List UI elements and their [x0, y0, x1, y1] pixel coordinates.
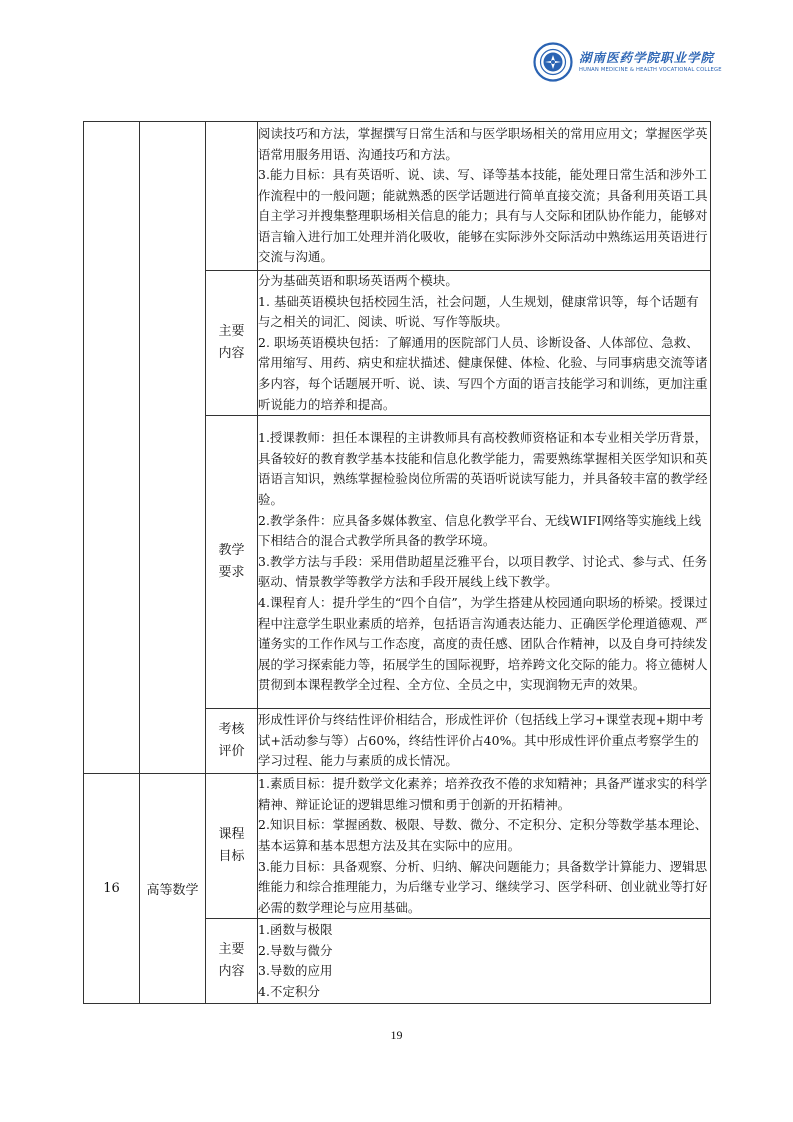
assessment-cell: 形成性评价与终结性评价相结合，形成性评价（包括线上学习+课堂表现+期中考试+活动参与等）占60%，终结性评价占40%。其中形成性评价重点考察学生的学习过程、能力与素质的成长情况。	[258, 709, 711, 774]
teaching-label: 教学要求	[206, 416, 258, 709]
course-table	[83, 121, 711, 1004]
goals-label: 课程目标	[206, 774, 258, 919]
course-number: 16	[84, 774, 140, 1004]
list-item: 4.不定积分	[258, 983, 320, 999]
list-item: 3.导数的应用	[258, 963, 333, 979]
list-item: 1.函数与极限	[258, 922, 333, 938]
list-item: 2.导数与微分	[258, 942, 333, 958]
assessment-label: 考核评价	[206, 709, 258, 774]
school-logo	[533, 42, 773, 88]
school-name-en: HUNAN MEDICINE & HEALTH VOCATIONAL COLLEGE	[579, 67, 722, 73]
school-name: 湖南医药学院职业学院	[579, 50, 715, 65]
teaching-requirements-cell: 1.授课教师：担任本课程的主讲教师具有高校教师资格证和本专业相关学历背景，具备较好的教育教学基本技能和信息化教学能力，需要熟练掌握相关医学知识和英语语言知识，熟练掌握检验岗位所需的英语听说读写能力，并具备较丰富的教学经验。 2.教学条件：应具备多媒体教室、信息化教学平台、无线WIFI网络等实施线上线下相结合的混合式教学所具备的教学环境。 3.教学方法与手段：采用借助超星泛雅平台，以项目教学、讨论式、参与式、任务驱动、情景教学等教学方法和手段开展线上线下教学。 4.课程育人：提升学生的“四个自信”，为学生搭建从校园通向职场的桥梁。授课过程中注意学生职业素质的培养，包括语言沟通表达能力、正确医学伦理道德观、严谨务实的工作作风与工作态度，高度的责任感、团队合作精神，以及自身可持续发展的学习探索能力等，拓展学生的国际视野，培养跨文化交际的能力。将立德树人贯彻到本课程教学全过程、全方位、全员之中，实现润物无声的效果。	[258, 416, 711, 709]
course-goals-continued: 阅读技巧和方法，掌握撰写日常生活和与医学职场相关的常用应用文；掌握医学英语常用服务用语、沟通技巧和方法。 3.能力目标：具有英语听、说、读、写、译等基本技能，能处理日常生活和涉外工作流程中的一般问题；能就熟悉的医学话题进行简单直接交流；具备利用英语工具自主学习并搜集整理职场相关信息的能力；具有与人交际和团队协作能力，能够对语言输入进行加工处理并消化吸收，能够在实际涉外交际活动中熟练运用英语进行交流与沟通。	[258, 122, 711, 271]
content-label: 主要内容	[206, 271, 258, 416]
course-goals-cell: 1.素质目标：提升数学文化素养；培养孜孜不倦的求知精神；具备严谨求实的科学精神、辩证论证的逻辑思维习惯和勇于创新的开拓精神。 2.知识目标：掌握函数、极限、导数、微分、不定积分、定积分等数学基本理论、基本运算和基本思想方法及其在实际中的应用。 3.能力目标：具备观察、分析、归纳、解决问题能力；具备数学计算能力、逻辑思维能力和综合推理能力，为后继专业学习、继续学习、医学科研、创业就业等打好必需的数学理论与应用基础。	[258, 774, 711, 919]
course-number-cell	[84, 122, 140, 774]
course-name-cell	[140, 122, 206, 774]
table-row	[84, 774, 711, 919]
goals-label-cell	[206, 122, 258, 271]
course-name: 高等数学	[140, 774, 206, 1004]
school-emblem-icon	[533, 42, 573, 82]
table-row	[84, 122, 711, 271]
main-content-cell: 分为基础英语和职场英语两个模块。 1. 基础英语模块包括校园生活，社会问题，人生规划，健康常识等，每个话题有与之相关的词汇、阅读、听说、写作等版块。 2. 职场英语模块包括：了解通用的医院部门人员、诊断设备、人体部位、急救、常用缩写、用药、病史和症状描述、健康保健、体检、化验、与同事病患交流等诸多内容，每个话题展开听、说、读、写四个方面的语言技能学习和训练，更加注重听说能力的培养和提高。	[258, 271, 711, 416]
page-number: 19	[390, 1028, 403, 1042]
content-label: 主要内容	[206, 919, 258, 1004]
main-content-cell	[258, 919, 711, 1004]
